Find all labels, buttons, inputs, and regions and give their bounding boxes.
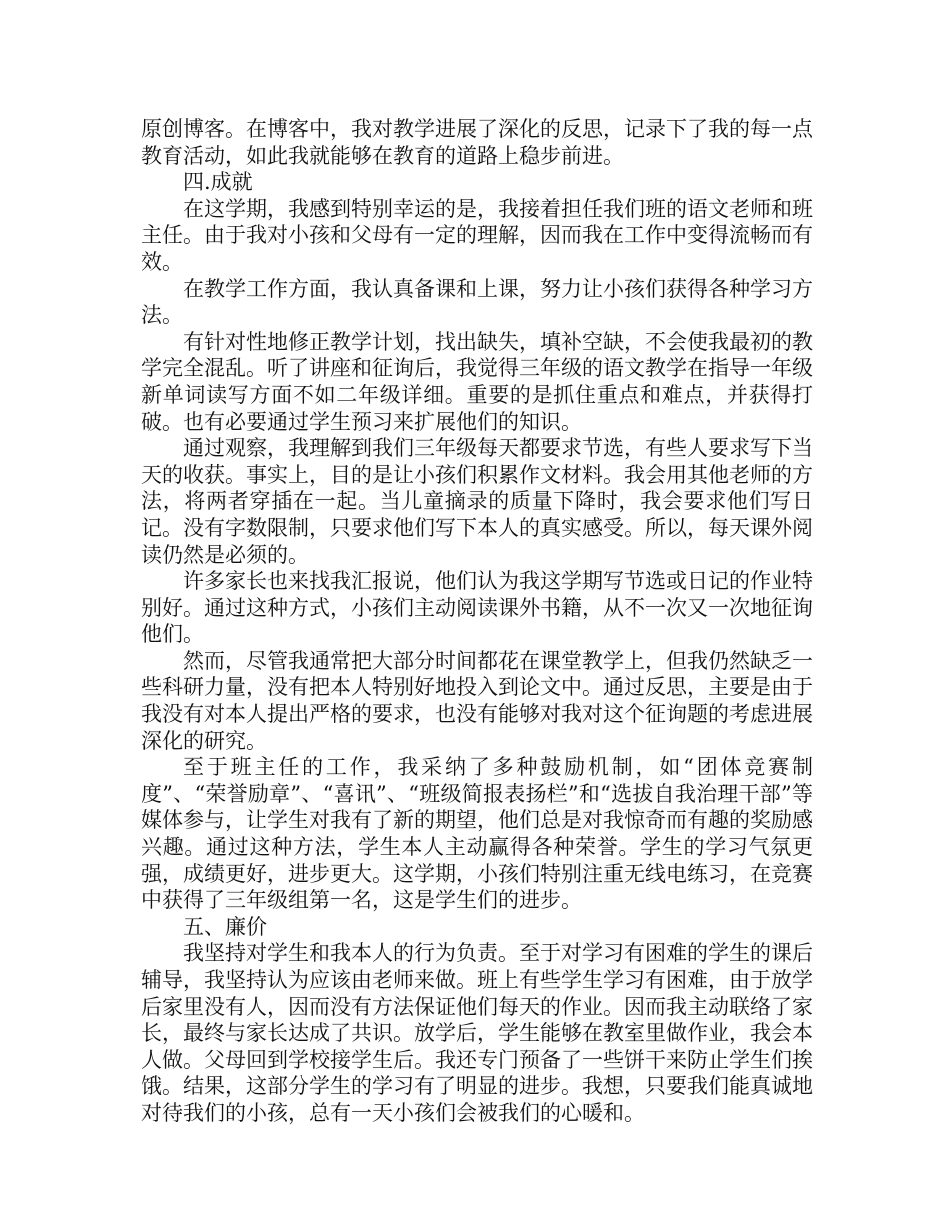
paragraph: 至于班主任的工作，我采纳了多种鼓励机制，如“团体竞赛制度”、“荣誉励章”、“喜讯”、“班级简报表扬栏”和“选拔自我治理干部”等媒体参与，让学生对我有了新的期望，他们总是对我惊奇而有趣的奖励感兴趣。通过这种方法，学生本人主动赢得各种荣誉。学生的学习气氛更强，成绩更好，进步更大。这学期，小孩们特别注重无线电练习，在竞赛中获得了三年级组第一名，这是学生们的进步。 — [141, 755, 813, 913]
paragraph: 在教学工作方面，我认真备课和上课，努力让小孩们获得各种学习方法。 — [141, 276, 813, 328]
paragraph: 然而，尽管我通常把大部分时间都花在课堂教学上，但我仍然缺乏一些科研力量，没有把本人特别好地投入到论文中。通过反思，主要是由于我没有对本人提出严格的要求，也没有能够对我对这个征询题的考虑进展深化的研究。 — [141, 648, 813, 753]
document-body — [141, 116, 813, 1127]
section-heading-integrity: 五、廉价 — [183, 914, 267, 939]
paragraph: 有针对性地修正教学计划，找出缺失，填补空缺，不会使我最初的教学完全混乱。听了讲座和征询后，我觉得三年级的语文教学在指导一年级新单词读写方面不如二年级详细。重要的是抓住重点和难点，并获得打破。也有必要通过学生预习来扩展他们的知识。 — [141, 329, 813, 434]
paragraph: 我坚持对学生和我本人的行为负责。至于对学习有困难的学生的课后辅导，我坚持认为应该由老师来做。班上有些学生学习有困难，由于放学后家里没有人，因而没有方法保证他们每天的作业。因而我主动联络了家长，最终与家长达成了共识。放学后，学生能够在教室里做作业，我会本人做。父母回到学校接学生后。我还专门预备了一些饼干来防止学生们挨饿。结果，这部分学生的学习有了明显的进步。我想，只要我们能真诚地对待我们的小孩，总有一天小孩们会被我们的心暖和。 — [141, 941, 813, 1125]
section-heading-achievements: 四.成就 — [183, 170, 253, 195]
paragraph: 许多家长也来找我汇报说，他们认为我这学期写节选或日记的作业特别好。通过这种方式，小孩们主动阅读课外书籍，从不一次又一次地征询他们。 — [141, 569, 813, 647]
paragraph: 通过观察，我理解到我们三年级每天都要求节选，有些人要求写下当天的收获。事实上，目的是让小孩们积累作文材料。我会用其他老师的方法，将两者穿插在一起。当儿童摘录的质量下降时，我会要求他们写日记。没有字数限制，只要求他们写下本人的真实感受。所以，每天课外阅读仍然是必须的。 — [141, 436, 813, 567]
paragraph: 在这学期，我感到特别幸运的是，我接着担任我们班的语文老师和班主任。由于我对小孩和父母有一定的理解，因而我在工作中变得流畅而有效。 — [141, 196, 813, 274]
paragraph-continuation: 原创博客。在博客中，我对教学进展了深化的反思，记录下了我的每一点教育活动，如此我就能够在教育的道路上稳步前进。 — [141, 117, 813, 168]
